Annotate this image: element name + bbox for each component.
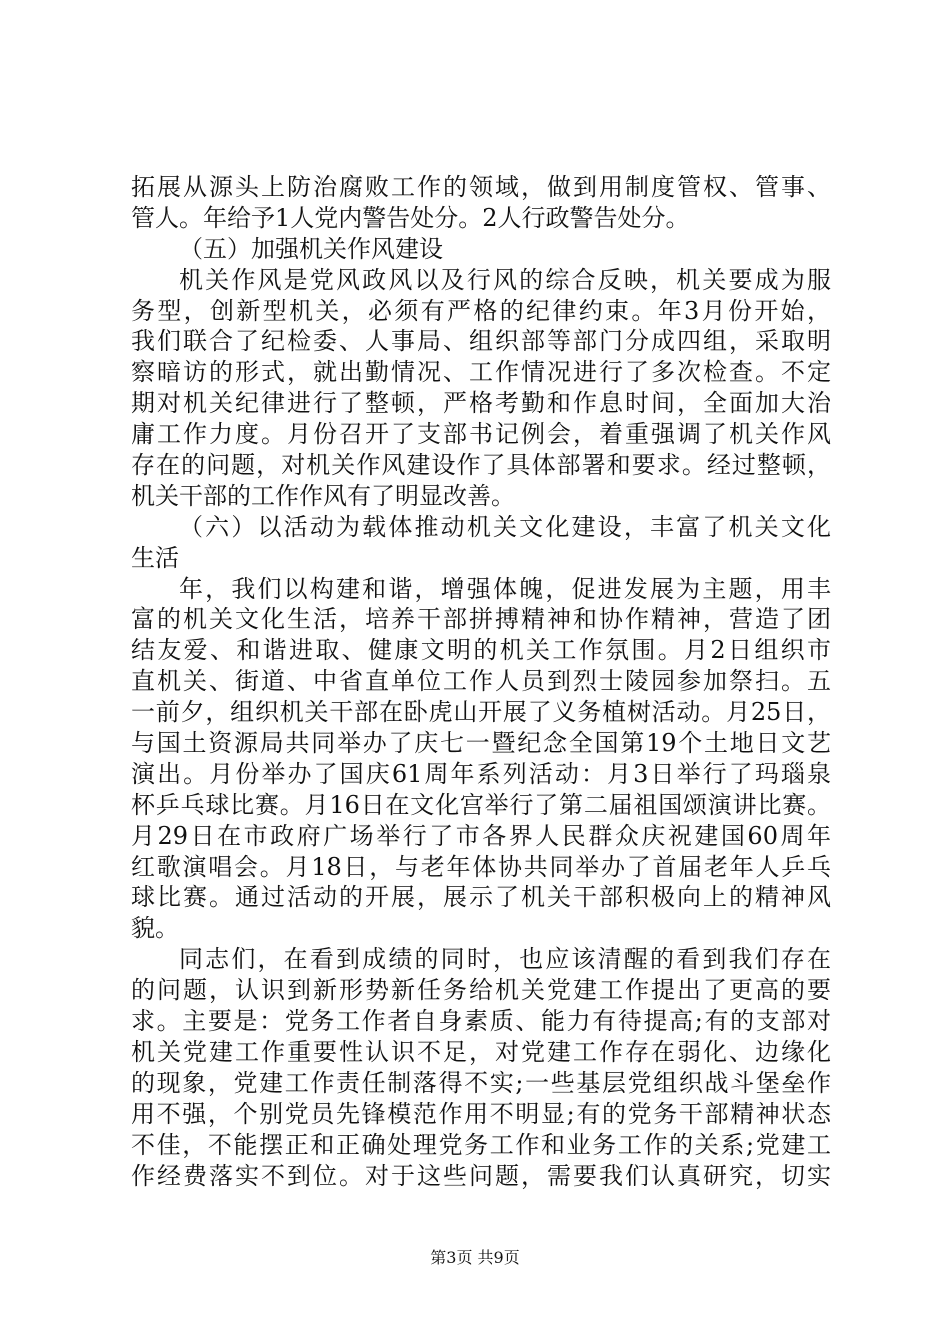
text-line: 不佳，不能摆正和正确处理党务工作和业务工作的关系;党建工 (131, 1130, 831, 1159)
text-line: 用不强，个别党员先锋模范作用不明显;有的党务干部精神状态 (131, 1099, 831, 1128)
text-line: 红歌演唱会。月18日，与老年体协共同举办了首届老年人乒乓 (131, 852, 831, 881)
text-line: 机关干部的工作作风有了明显改善。 (131, 481, 515, 510)
text-line: 庸工作力度。月份召开了支部书记例会，着重强调了机关作风 (131, 420, 831, 449)
text-line: 机关党建工作重要性认识不足，对党建工作存在弱化、边缘化 (131, 1037, 831, 1066)
text-line: 作经费落实不到位。对于这些问题，需要我们认真研究，切实 (131, 1161, 831, 1190)
text-line: 年，我们以构建和谐，增强体魄，促进发展为主题，用丰 (179, 574, 831, 603)
text-line: 月29日在市政府广场举行了市各界人民群众庆祝建国60周年 (131, 821, 831, 850)
text-line: 期对机关纪律进行了整顿，严格考勤和作息时间，全面加大治 (131, 389, 831, 418)
text-line: 我们联合了纪检委、人事局、组织部等部门分成四组，采取明 (131, 327, 831, 356)
text-line: 杯乒乓球比赛。月16日在文化宫举行了第二届祖国颂演讲比赛。 (131, 790, 831, 819)
text-line: 同志们，在看到成绩的同时，也应该清醒的看到我们存在 (179, 945, 831, 974)
text-line: 机关作风是党风政风以及行风的综合反映，机关要成为服 (179, 265, 831, 294)
page-footer: 第3页 共9页 (430, 1248, 520, 1267)
document-body (131, 172, 831, 1191)
text-line: （五）加强机关作风建设 (179, 234, 443, 263)
text-line: 管人。年给予1人党内警告处分。2人行政警告处分。 (131, 203, 690, 232)
text-line: 生活 (131, 543, 179, 572)
text-line: 务型，创新型机关，必须有严格的纪律约束。年3月份开始， (131, 296, 831, 325)
text-line: 求。主要是：党务工作者自身素质、能力有待提高;有的支部对 (131, 1007, 831, 1036)
text-line: 演出。月份举办了国庆61周年系列活动：月3日举行了玛瑙泉 (131, 759, 831, 788)
text-line: （六）以活动为载体推动机关文化建设，丰富了机关文化 (179, 512, 831, 541)
text-line: 球比赛。通过活动的开展，展示了机关干部积极向上的精神风 (131, 883, 831, 912)
text-line: 的问题，认识到新形势新任务给机关党建工作提出了更高的要 (131, 976, 831, 1005)
text-line: 与国土资源局共同举办了庆七一暨纪念全国第19个土地日文艺 (131, 729, 831, 758)
text-line: 察暗访的形式，就出勤情况、工作情况进行了多次检查。不定 (131, 358, 831, 387)
text-line: 一前夕，组织机关干部在卧虎山开展了义务植树活动。月25日， (131, 698, 831, 727)
text-line: 富的机关文化生活，培养干部拼搏精神和协作精神，营造了团 (131, 605, 831, 634)
text-line: 貌。 (131, 914, 179, 943)
text-line: 结友爱、和谐进取、健康文明的机关工作氛围。月2日组织市 (131, 636, 831, 665)
text-line: 的现象，党建工作责任制落得不实;一些基层党组织战斗堡垒作 (131, 1068, 831, 1097)
text-line: 直机关、街道、中省直单位工作人员到烈士陵园参加祭扫。五 (131, 667, 831, 696)
text-line: 存在的问题，对机关作风建设作了具体部署和要求。经过整顿， (131, 451, 831, 480)
text-line: 拓展从源头上防治腐败工作的领域，做到用制度管权、管事、 (131, 173, 831, 201)
